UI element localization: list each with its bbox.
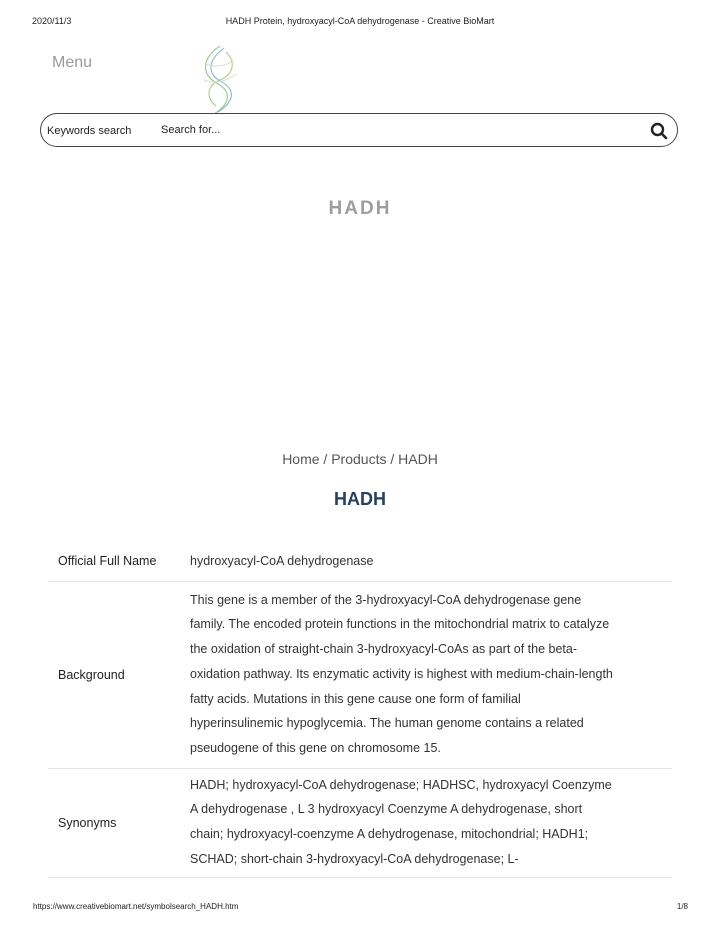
- breadcrumb-separator: /: [386, 451, 399, 467]
- info-row-official-full-name: [48, 542, 672, 582]
- background-value: [190, 582, 672, 768]
- breadcrumb-home[interactable]: Home: [282, 451, 320, 467]
- search-icon[interactable]: [649, 121, 669, 141]
- background-line: pseudogene of this gene on chromosome 15.: [190, 740, 441, 755]
- official-full-name-label: Official Full Name: [58, 554, 157, 569]
- print-page-number: 1/8: [676, 902, 688, 911]
- background-line: family. The encoded protein functions in the mitochondrial matrix to catalyze: [190, 617, 610, 632]
- breadcrumb-products[interactable]: Products: [331, 451, 387, 467]
- info-row-synonyms: [48, 769, 672, 879]
- background-line: fatty acids. Mutations in this gene cause one form of familial: [190, 691, 521, 706]
- search-input[interactable]: [161, 120, 621, 140]
- synonyms-line: chain; hydroxyacyl-coenzyme A dehydrogenase, mitochondrial; HADH1;: [190, 827, 589, 842]
- print-url: https://www.creativebiomart.net/symbolsearch_HADH.htm: [33, 902, 239, 911]
- synonyms-line: HADH; hydroxyacyl-CoA dehydrogenase; HADHSC, hydroxyacyl Coenzyme: [190, 777, 612, 792]
- logo-graphic: [196, 44, 244, 124]
- synonyms-line: A dehydrogenase , L 3 hydroxyacyl Coenzyme A dehydrogenase, short: [190, 802, 583, 817]
- search-bar: [40, 113, 678, 147]
- info-row-background: [48, 582, 672, 769]
- print-doc-title: HADH Protein, hydroxyacyl-CoA dehydrogenase - Creative BioMart: [225, 16, 495, 26]
- hero-title: HADH: [328, 198, 392, 219]
- menu-button[interactable]: Menu: [52, 54, 93, 71]
- print-date: 2020/11/3: [32, 16, 72, 26]
- background-label: Background: [58, 667, 125, 682]
- breadcrumb-current: HADH: [398, 451, 438, 467]
- page-title: HADH: [334, 489, 386, 509]
- product-info-table: [48, 542, 672, 878]
- keywords-search-label[interactable]: Keywords search: [47, 125, 132, 137]
- breadcrumb: [0, 451, 720, 467]
- official-full-name-value: hydroxyacyl-CoA dehydrogenase: [190, 554, 374, 568]
- breadcrumb-separator: /: [319, 451, 332, 467]
- background-line: This gene is a member of the 3-hydroxyacyl-CoA dehydrogenase gene: [190, 592, 582, 607]
- background-line: hyperinsulinemic hypoglycemia. The human genome contains a related: [190, 716, 584, 731]
- synonyms-value: [190, 769, 672, 878]
- background-line: the oxidation of straight-chain 3-hydroxyacyl-CoAs as part of the beta-: [190, 642, 578, 657]
- synonyms-line: SCHAD; short-chain 3-hydroxyacyl-CoA dehydrogenase; L-: [190, 851, 519, 866]
- background-line: oxidation pathway. Its enzymatic activity is highest with medium-chain-length: [190, 666, 613, 681]
- synonyms-label: Synonyms: [58, 816, 117, 831]
